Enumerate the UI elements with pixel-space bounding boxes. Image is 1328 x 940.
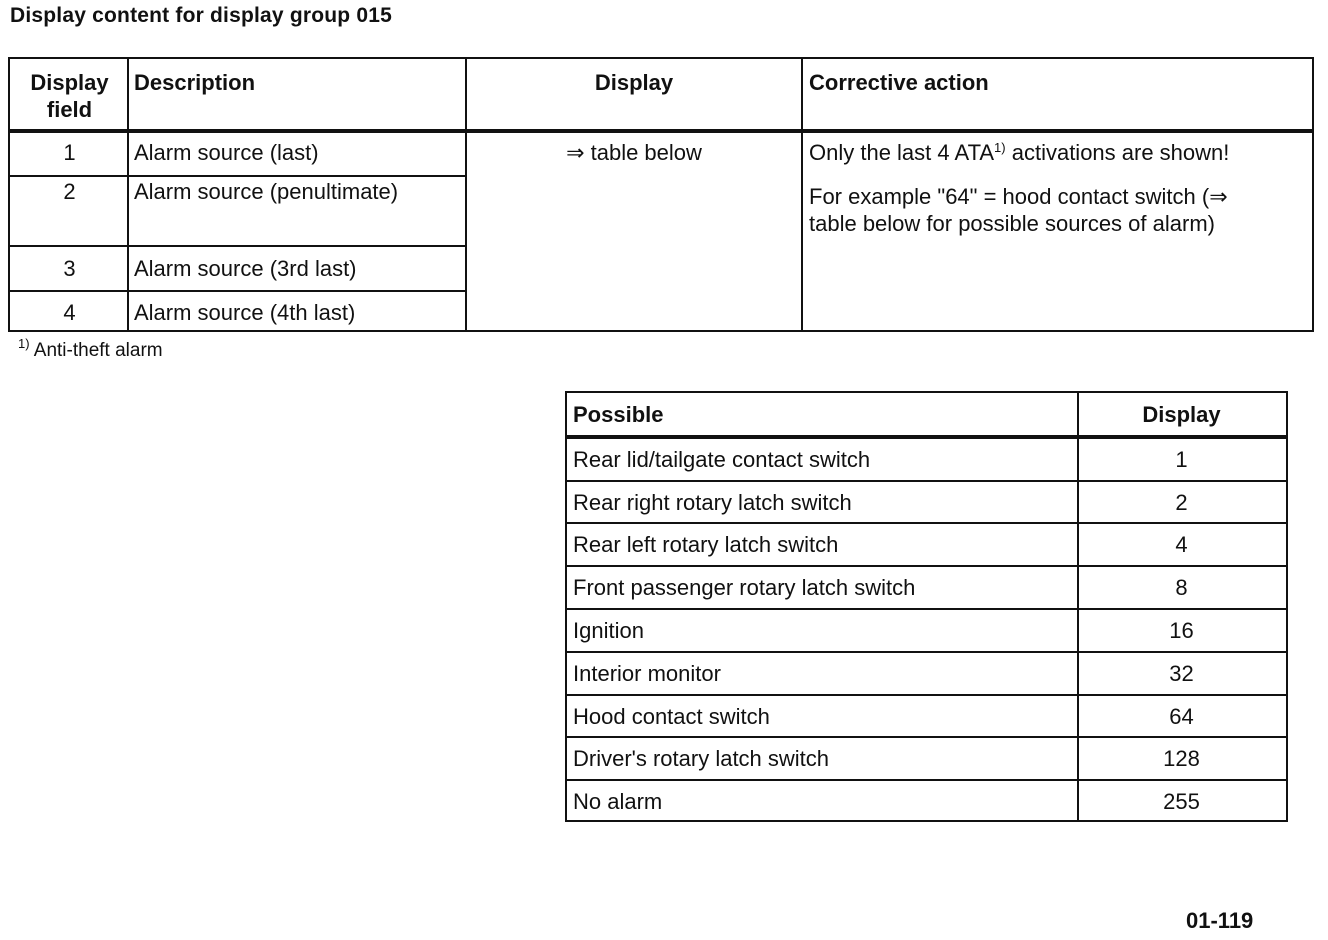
possible-sources-table (565, 391, 1288, 822)
source-name: Interior monitor (573, 661, 721, 686)
table-row (567, 523, 1286, 566)
field-description: Alarm source (3rd last) (134, 256, 357, 281)
source-name: Driver's rotary latch switch (573, 746, 830, 771)
source-value: 8 (1175, 575, 1188, 600)
page-number: 01-119 (1186, 908, 1254, 933)
field-description: Alarm source (penultimate) (134, 179, 399, 204)
corrective-note: Only the last 4 ATA$^{1)}$ activations are shown! (809, 140, 1230, 165)
field-number: 1 (63, 140, 76, 165)
header-display: Display (594, 70, 674, 95)
source-name: Ignition (573, 618, 644, 643)
field-description: Alarm source (4th last) (134, 300, 356, 325)
source-value: 2 (1175, 490, 1188, 515)
field-number: 3 (63, 256, 76, 281)
row-divider (10, 245, 466, 247)
corrective-example: For example "64" = hood contact switch (⇒ table below for possible sources of alarm) (809, 184, 1228, 236)
header-divider (10, 129, 1312, 133)
footnote: $^{1)}$ Anti-theft alarm (18, 336, 163, 361)
table-header-row (567, 393, 1286, 436)
source-value: 64 (1169, 704, 1194, 729)
source-name: No alarm (573, 789, 663, 814)
header-corrective-action: Corrective action (809, 70, 989, 95)
table-row (567, 566, 1286, 609)
field-number: 2 (63, 179, 76, 204)
field-number: 4 (63, 300, 76, 325)
source-name: Hood contact switch (573, 704, 770, 729)
source-name: Rear left rotary latch switch (573, 532, 839, 557)
source-value: 1 (1175, 447, 1188, 472)
page-title: Display content for display group 015 (10, 4, 392, 27)
display-value: ⇒ table below (566, 140, 702, 165)
table-row (567, 481, 1286, 524)
header-display: Display (1142, 402, 1221, 427)
table-row (567, 737, 1286, 780)
source-value: 4 (1175, 532, 1188, 557)
source-value: 32 (1169, 661, 1194, 686)
source-name: Rear right rotary latch switch (573, 490, 852, 515)
table-row (567, 609, 1286, 652)
table-row (567, 652, 1286, 695)
header-description: Description (134, 70, 256, 95)
table-row (567, 438, 1286, 481)
column-divider (801, 59, 803, 330)
table-row (567, 780, 1286, 823)
source-name: Front passenger rotary latch switch (573, 575, 916, 600)
table-row (567, 695, 1286, 738)
display-group-table (8, 57, 1314, 332)
header-display-field: Display field (30, 70, 109, 122)
header-possible: Possible (573, 402, 664, 427)
source-value: 16 (1169, 618, 1194, 643)
source-value: 255 (1163, 789, 1200, 814)
field-description: Alarm source (last) (134, 140, 319, 165)
row-divider (10, 290, 466, 292)
row-divider (10, 175, 466, 177)
source-name: Rear lid/tailgate contact switch (573, 447, 871, 472)
source-value: 128 (1163, 746, 1200, 771)
